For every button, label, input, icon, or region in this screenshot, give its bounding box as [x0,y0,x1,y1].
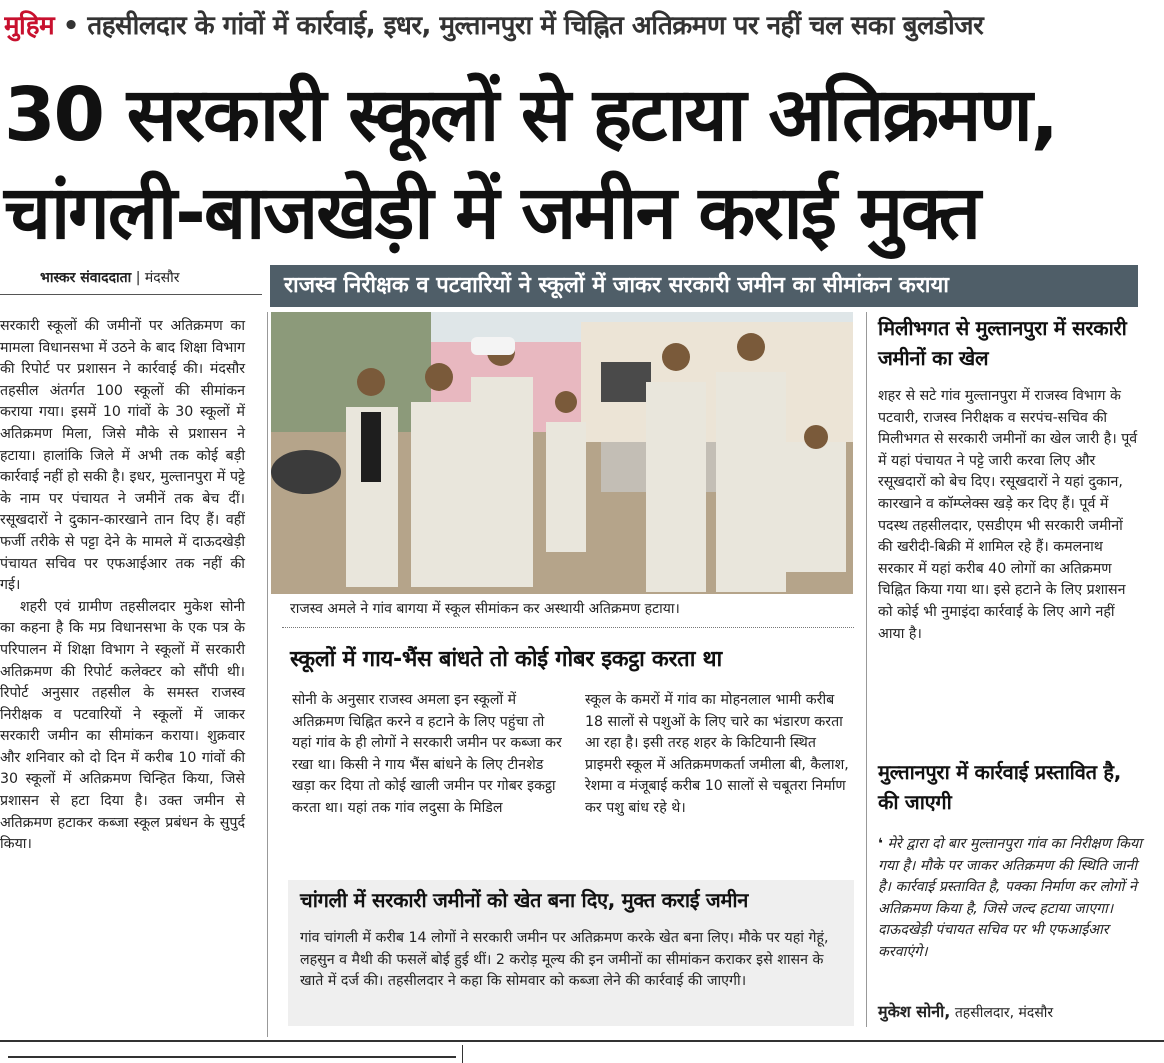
quote-text: मेरे द्वारा दो बार मुल्तानपुरा गांव का निरीक्षण किया गया है। मौके पर जाकर अतिक्रमण की स्थिति जानी है। कार्रवाई प्रस्तावित है, पक्का निर्माण कर लोगों ने अतिक्रमण किया है, जिसे जल्द हटाया जाएगा। दाऊदखेड़ी पंचायत सचिव पर भी एफआईआर करवाएंगे। [878,836,1142,960]
kicker-line [4,6,1160,42]
photo-caption: राजस्व अमले ने गांव बागया में स्कूल सीमांकन कर अस्थायी अतिक्रमण हटाया। [290,601,680,617]
section-banner: राजस्व निरीक्षक व पटवारियों ने स्कूलों में जाकर सरकारी जमीन का सीमांकन कराया [270,265,1138,307]
byline-reporter: भास्कर संवाददाता [40,270,132,286]
changli-heading: चांगली में सरकारी जमीनों को खेत बना दिए, मुक्त कराई जमीन [300,888,749,912]
left-para-1: सरकारी स्कूलों की जमीनों पर अतिक्रमण का मामला विधानसभा में उठने के बाद शिक्षा विभाग की रिपोर्ट पर प्रशासन ने कार्रवाई की। मंदसौर तहसील अंतर्गत 100 स्कूलों की सीमांकन कराया गया। इसमें 10 गांवों के 30 स्कूलों में अतिक्रमण मिला, जिसे मौके से प्रशासन ने हटाया। हालांकि जिले में अभी तक कोई बड़ी कार्रवाई नहीं हो सकी है। इधर, मुल्तानपुरा में पट्टे के नाम पर पंचायत ने जमीनें तक बेच दीं। रसूखदारों ने दुकान-कारखाने तान दिए हैं। वहीं फर्जी तरीके से पट्टा देने के मामले में दाऊदखेड़ी पंचायत सचिव पर एफआईआर तक नहीं की गई। [0,318,245,594]
byline-place: मंदसौर [144,270,180,286]
right-heading-2: मुल्तानपुरा में कार्रवाई प्रस्तावित है, की जाएगी [878,760,1121,814]
right-column-divider [866,312,867,1027]
byline-rule [0,294,262,295]
next-article-rule-left [8,1056,456,1058]
quote-mark-icon: ❛ [878,836,883,852]
kicker-tag: मुहिम [4,11,55,41]
headline-line-1: 30 सरकारी स्कूलों से हटाया अतिक्रमण, [4,72,1057,158]
byline [40,268,180,287]
news-photo [271,312,853,594]
news-photo-image [271,312,853,594]
changli-text: गांव चांगली में करीब 14 लोगों ने सरकारी जमीन पर अतिक्रमण करके खेत बना लिए। मौके पर यहां गेहूं, लहसुन व मैथी की फसलें बोई हुई थीं। 2 करोड़ मूल्य की इन जमीनों का सीमांकन कराकर इसे शासन के खाते में दर्ज की। तहसीलदार ने कहा कि सोमवार को कब्जा लेने की कार्रवाई की जाएगी। [300,930,829,990]
right-para-1: शहर से सटे गांव मुल्तानपुरा में राजस्व विभाग के पटवारी, राजस्व निरीक्षक व सरपंच-सचिव की मिलीभगत से सरकारी जमीनों का खेल जारी है। पूर्व में यहां पंचायत ने पट्टे जारी करवा लिए और रसूखदारों को बेच दिए। रसूखदारों ने यहां दुकान, कारखाने व कॉम्प्लेक्स खड़े कर दिए हैं। पूर्व में पदस्थ तहसीलदार, एसडीएम भी सरकारी जमीनों की खरीदी-बिक्री में शामिल रहे हैं। कमलनाथ सरकार में यहां करीब 40 लोगों का अतिक्रमण चिह्नित किया गया था। इसे हटाने के लिए प्रशासन को कोई भी नुमाइंदा कार्रवाई के लिए आगे नहीं आया है। [878,388,1138,642]
cattle-story-heading: स्कूलों में गाय-भैंस बांधते तो कोई गोबर इकट्ठा करता था [290,647,722,672]
column-divider [267,312,268,1037]
headline-line-2: चांगली-बाजखेड़ी में जमीन कराई मुक्त [4,170,979,256]
kicker-separator: • [62,11,79,41]
kicker-text: तहसीलदार के गांवों में कार्रवाई, इधर, मुल्तानपुरा में चिह्नित अतिक्रमण पर नहीं चल सका बुलडोजर [87,11,984,41]
cattle-story-col-2: स्कूल के कमरों में गांव का मोहनलाल भामी करीब 18 सालों से पशुओं के लिए चारे का भंडारण करता आ रहा है। इसी तरह शहर के किटियानी स्थित प्राइमरी स्कूल में अतिक्रमणकर्ता जमीला बी, कैलाश, रेशमा व मंजूबाई करीब 10 सालों से चबूतरा निर्माण कर पशु बांध रहे थे। [585,692,849,816]
left-para-2: शहरी एवं ग्रामीण तहसीलदार मुकेश सोनी का कहना है कि मप्र विधानसभा के एक पत्र के परिपालन में शिक्षा विभाग ने स्कूलों में सरकारी अतिक्रमण की रिपोर्ट कलेक्टर को सौंपी थी। रिपोर्ट अनुसार तहसील के समस्त राजस्व निरीक्षक व पटवारियों ने स्कूलों में जाकर सरकारी जमीन का सीमांकन कराया। शुक्रवार और शनिवार को दो दिन में करीब 10 गांवों की 30 स्कूलों में अतिक्रमण चिन्हित किया, जिसे प्रशासन से हटा दिया है। उक्त जमीन से अतिक्रमण हटाकर कब्जा स्कूल प्रबंधन के सुपुर्द किया। [0,598,245,853]
signature-name: मुकेश सोनी, [878,1002,951,1021]
caption-divider [282,627,854,628]
next-article-divider [462,1045,463,1063]
byline-separator: | [135,270,141,286]
official-quote [878,834,1143,964]
quote-signature [878,1000,1053,1022]
cattle-story-col-1: सोनी के अनुसार राजस्व अमला इन स्कूलों में अतिक्रमण चिह्नित करने व हटाने के लिए पहुंचा तो यहां गांव के ही लोगों ने सरकारी जमीन पर कब्जा कर रखा था। किसी ने गाय भैंस बांधने के लिए टीनशेड खड़ा कर दिया तो कोई खाली जमीन पर गोबर इकट्ठा करता था। यहां तक गांव लदुसा के मिडिल [292,692,562,816]
left-column [0,316,245,856]
right-heading-1: मिलीभगत से मुल्तानपुरा में सरकारी जमीनों का खेल [878,316,1127,370]
signature-title: तहसीलदार, मंदसौर [954,1005,1054,1021]
bottom-rule [0,1040,1164,1042]
